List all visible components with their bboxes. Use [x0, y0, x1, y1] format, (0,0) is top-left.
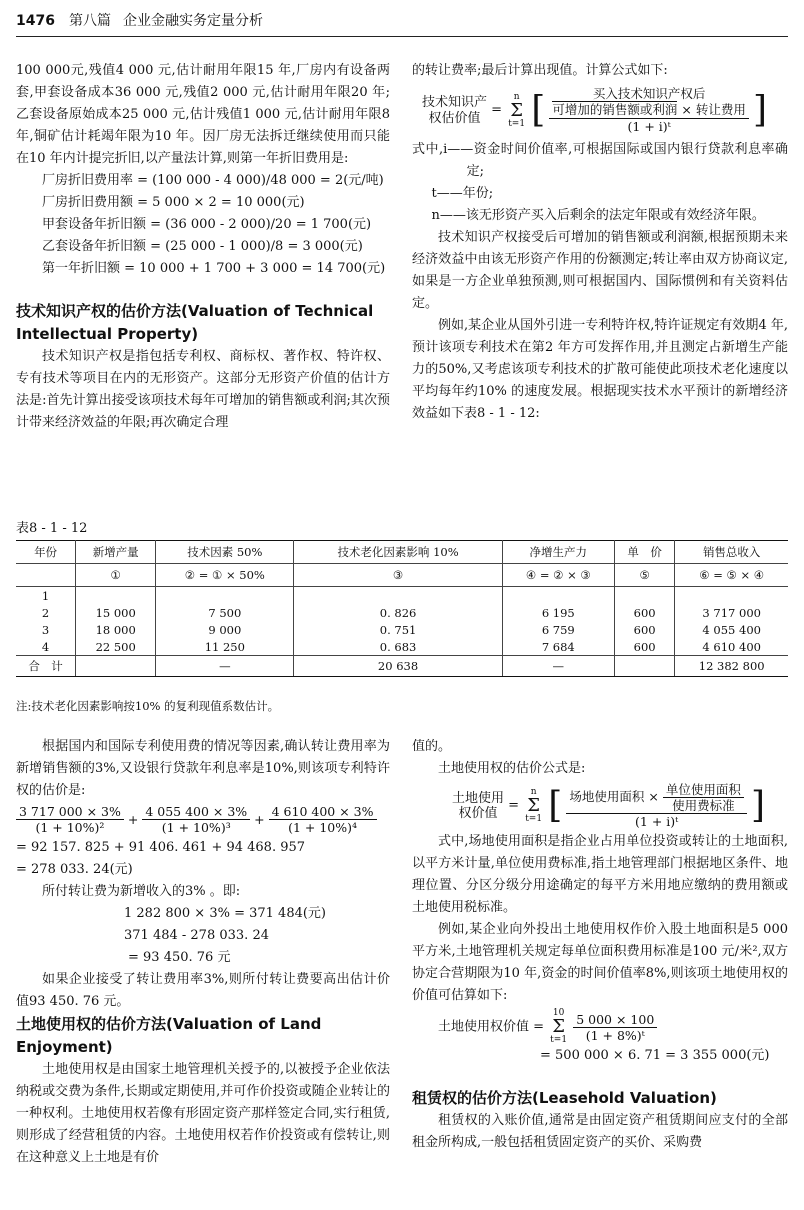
table-cell — [502, 587, 614, 605]
calc-line: 乙套设备年折旧额 = (25 000 - 1 000)/8 = 3 000(元) — [42, 239, 363, 254]
page-header — [16, 10, 275, 30]
paragraph: 技术知识产权是指包括专利权、商标权、著作权、特许权、专有技术等项目在内的无形资产。这部分无形资产价值的估计方法是:首先计算出接受该项技术每年可增加的销售额或利润;其次预计带来经济效益的年限;再次确定合理 — [16, 349, 390, 430]
calc-line: = 500 000 × 6. 71 = 3 355 000(元) — [540, 1048, 770, 1063]
table-cell: 7 500 — [156, 604, 294, 621]
table-cell — [294, 587, 502, 605]
formula-numerator: 场地使用面积 × — [569, 789, 659, 804]
table-cell: 15 000 — [76, 604, 156, 621]
formula-label: 技术知识产 — [422, 94, 488, 110]
formula-numerator: 可增加的销售额或利润 — [552, 102, 678, 117]
data-table — [16, 540, 788, 677]
calc-line: 1 282 800 × 3% = 371 484(元) — [124, 906, 327, 921]
calc-line: 厂房折旧费用率 = (100 000 - 4 000)/48 000 = 2(元/吨) — [42, 173, 384, 188]
section-heading: 土地使用权的估价方法(Valuation of Land Enjoyment) — [16, 1015, 322, 1056]
table-cell: 20 638 — [294, 656, 502, 677]
calc-line: = 278 033. 24(元) — [16, 862, 133, 877]
table-cell: 7 684 — [502, 638, 614, 656]
table-cell: 4 — [16, 638, 76, 656]
formula-numerator: 单位使用面积 — [663, 782, 744, 798]
formula-denominator: (1 + 10%)² — [35, 820, 105, 835]
table-header-cell: 销售总收入 — [675, 541, 788, 564]
table-cell: 2 — [16, 604, 76, 621]
table-cell: 6 195 — [502, 604, 614, 621]
table-cell: 0. 826 — [294, 604, 502, 621]
formula-label: 权价值 — [458, 805, 498, 821]
left-column-top — [16, 60, 390, 434]
table-cell — [76, 656, 156, 677]
table-cell: ① — [76, 564, 156, 587]
patent-valuation-formula: $\frac{3 717 000 \times 3\%}{\text{(1 + 10\%)²}}$ + $\frac{4 055 400 \times 3\%}{\text{(1 + 10\%)³}}$ + $\frac{4 610 400 \times 3\%}{\text{(1 + 10\%)⁴}}$ — [16, 804, 390, 835]
paragraph: 所付转让费为新增收入的3% 。即: — [42, 884, 241, 899]
paragraph: 土地使用权是由国家土地管理机关授予的,以被授予企业依法纳税或交费为条件,长期或定期使用,并可作价投资或随企业转让的一种权利。土地使用权若像有形固定资产那样签定合同,实行租赁,则形成了经营租赁的内容。土地使用权若作价投资或有偿转让,则在这种意义上土地是有价 — [16, 1062, 390, 1165]
paragraph: 如果企业接受了转让费用率3%,则所付转让费要高出估计价值93 450. 76 元。 — [16, 972, 390, 1009]
page-number: 1476 — [16, 13, 55, 29]
table-total-row — [16, 656, 788, 677]
calc-line: = 93 450. 76 元 — [128, 950, 231, 965]
table-cell: ⑥ = ⑤ × ④ — [675, 564, 788, 587]
section-heading: 技术知识产权的估价方法(Valuation of Technical Intellectual Property) — [16, 302, 374, 343]
land-valuation-formula: 土地使用 权价值 = n Σ t=1 [ 场地使用面积 × $\frac{\text{单位使用面积}}{\text{使用费标准}}$ (1 + i)ᵗ ] — [452, 782, 766, 829]
paragraph: 根据国内和国际专利使用费的情况等因素,确认转让费用率为新增销售额的3%,又设银行贷款年利息率是10%,则该项专利特许权的估价是: — [16, 739, 390, 798]
table-cell — [614, 656, 675, 677]
formula-denominator: (1 + 10%)³ — [161, 820, 231, 835]
table-cell: 0. 751 — [294, 621, 502, 638]
calc-line: = 92 157. 825 + 91 406. 461 + 94 468. 957 — [16, 840, 306, 855]
table-header-row — [16, 541, 788, 564]
paragraph: 值的。 — [412, 739, 452, 754]
land-example-formula — [438, 1009, 788, 1045]
formula-denominator: (1 + 8%)ᵗ — [585, 1027, 645, 1043]
formula-numerator: 3 717 000 × 3% — [16, 804, 124, 820]
table-cell: 11 250 — [156, 638, 294, 656]
calc-line: 第一年折旧额 = 10 000 + 1 700 + 3 000 = 14 700(元) — [42, 261, 386, 276]
paragraph: 例如,某企业向外投出土地使用权作价入股土地面积是5 000平方米,土地管理机关规定每单位面积费用标准是100 元/米²,双方协定合营期限为10 年,资金的时间价值率8%,则该项土地使用权的价值可估算如下: — [412, 922, 788, 1003]
paragraph: 租赁权的入账价值,通常是由固定资产租赁期间应支付的全部租金所构成,一般包括租赁固定资产的买价、采购费 — [412, 1113, 788, 1150]
table-caption: 表8 - 1 - 12 — [16, 521, 88, 536]
formula-label: 权估价值 — [428, 110, 481, 126]
table-cell: 12 382 800 — [675, 656, 788, 677]
table-cell — [156, 587, 294, 605]
header-title: 企业金融实务定量分析 — [122, 13, 263, 29]
table-cell — [675, 587, 788, 605]
formula-denominator: (1 + i)ᵗ — [635, 814, 679, 829]
table-cell: 600 — [614, 621, 675, 638]
table-cell: ④ = ② × ③ — [502, 564, 614, 587]
part-label: 第八篇 — [68, 13, 111, 29]
table-cell: 9 000 — [156, 621, 294, 638]
table-row — [16, 621, 788, 638]
table-cell: 1 — [16, 587, 76, 605]
table-row — [16, 604, 788, 621]
table-header-cell: 技术老化因素影响 10% — [294, 541, 502, 564]
table-cell: 3 717 000 — [675, 604, 788, 621]
definition: 式中,i——资金时间价值率,可根据国际或国内银行贷款利息率确定; — [412, 142, 788, 179]
table-cell: 18 000 — [76, 621, 156, 638]
table-symbol-row — [16, 564, 788, 587]
paragraph: 的转让费率;最后计算出现值。计算公式如下: — [412, 63, 668, 78]
table-cell: 22 500 — [76, 638, 156, 656]
sum-symbol: n Σ t=1 — [508, 91, 526, 129]
formula-numerator: 使用费标准 — [672, 798, 735, 813]
table-header-cell: 单 价 — [614, 541, 675, 564]
table-header-cell: 技术因素 50% — [156, 541, 294, 564]
sum-symbol: 10 Σ t=1 — [550, 1008, 568, 1045]
table-cell: ③ — [294, 564, 502, 587]
calc-line: 甲套设备年折旧额 = (36 000 - 2 000)/20 = 1 700(元) — [42, 217, 372, 232]
definition: n——该无形资产买入后剩余的法定年限或有效经济年限。 — [431, 208, 765, 223]
formula-numerator: 4 610 400 × 3% — [269, 804, 377, 820]
right-column-bottom — [412, 736, 788, 1154]
table-cell: 0. 683 — [294, 638, 502, 656]
table-header-cell: 新增产量 — [76, 541, 156, 564]
formula-denominator: (1 + i)ᵗ — [627, 119, 671, 134]
formula-numerator: 5 000 × 100 — [573, 1012, 657, 1028]
formula-label: 土地使用 — [452, 790, 505, 806]
formula-numerator: 买入技术知识产权后 — [592, 86, 706, 101]
paragraph: 技术知识产权接受后可增加的销售额或利润额,根据预期未来经济效益中由该无形资产作用的份额测定;转让率由双方协商议定,如果是一方企业单独预测,则可根据国内、国际惯例和有关资料估定。 — [412, 230, 788, 311]
formula-label: 土地使用权价值 = — [438, 1019, 545, 1035]
paragraph: 土地使用权的估价公式是: — [438, 761, 586, 776]
table-cell: 4 055 400 — [675, 621, 788, 638]
header-rule — [16, 36, 788, 37]
table-cell: — — [502, 656, 614, 677]
formula-numerator: × 转让费用 — [681, 102, 746, 117]
right-column-top — [412, 60, 788, 425]
table-cell: 合 计 — [16, 656, 76, 677]
table-cell: 600 — [614, 638, 675, 656]
paragraph: 100 000元,残值4 000 元,估计耐用年限15 年,厂房内有设备两套,甲套设备成本36 000 元,残值2 000 元,估计耐用年限20 年;乙套设备原始成本25 000 元,估计残值1 000 元,估计耐用年限8 年,铜矿估计耗竭年限为10 年。因厂房无法拆迁继续使用而只能在10 年内计提完折旧,以产量法计算,则第一年折旧费用是: — [16, 63, 390, 166]
table-cell: ② = ① × 50% — [156, 564, 294, 587]
table-cell — [16, 564, 76, 587]
left-column-bottom — [16, 736, 390, 1169]
formula-denominator: (1 + 10%)⁴ — [288, 820, 358, 835]
paragraph: 式中,场地使用面积是指企业占用单位投资或转让的土地面积,以平方米计量,单位使用费标准,指土地管理部门根据地区条件、地理位置、分区分级分用途确定的每平方米用地应缴纳的费用额或土地使用税标准。 — [412, 834, 788, 915]
table-cell: 600 — [614, 604, 675, 621]
table-cell — [614, 587, 675, 605]
section-heading: 租赁权的估价方法(Leasehold Valuation) — [412, 1089, 717, 1107]
ip-valuation-formula: 技术知识产 权估价值 = n Σ t=1 [ 买入技术知识产权后 可增加的销售额或利润 × 转让费用 (1 + i)ᵗ ] — [422, 86, 768, 134]
table-cell: 6 759 — [502, 621, 614, 638]
table-header-cell: 净增生产力 — [502, 541, 614, 564]
table-cell: — — [156, 656, 294, 677]
table-row — [16, 587, 788, 605]
table-cell: 3 — [16, 621, 76, 638]
table-note: 注:技术老化因素影响按10% 的复利现值系数估计。 — [16, 699, 280, 713]
table-cell: ⑤ — [614, 564, 675, 587]
table-header-cell: 年份 — [16, 541, 76, 564]
definition: t——年份; — [431, 186, 494, 201]
calc-line: 厂房折旧费用额 = 5 000 × 2 = 10 000(元) — [42, 195, 305, 210]
calc-line: 371 484 - 278 033. 24 — [124, 928, 269, 943]
table-row — [16, 638, 788, 656]
sum-symbol: n Σ t=1 — [525, 786, 543, 824]
table-cell: 4 610 400 — [675, 638, 788, 656]
formula-numerator: 4 055 400 × 3% — [142, 804, 250, 820]
paragraph: 例如,某企业从国外引进一专利特许权,特许证规定有效期4 年,预计该项专利技术在第2 年方可发挥作用,并且测定占新增生产能力的50%,又考虑该项专利技术的扩散可能使此项技术老化速度以平均每年约10% 的速度发展。根据现实技术水平预计的新增经济效益如下表8 - 1 - 12: — [412, 318, 788, 421]
table-cell — [76, 587, 156, 605]
